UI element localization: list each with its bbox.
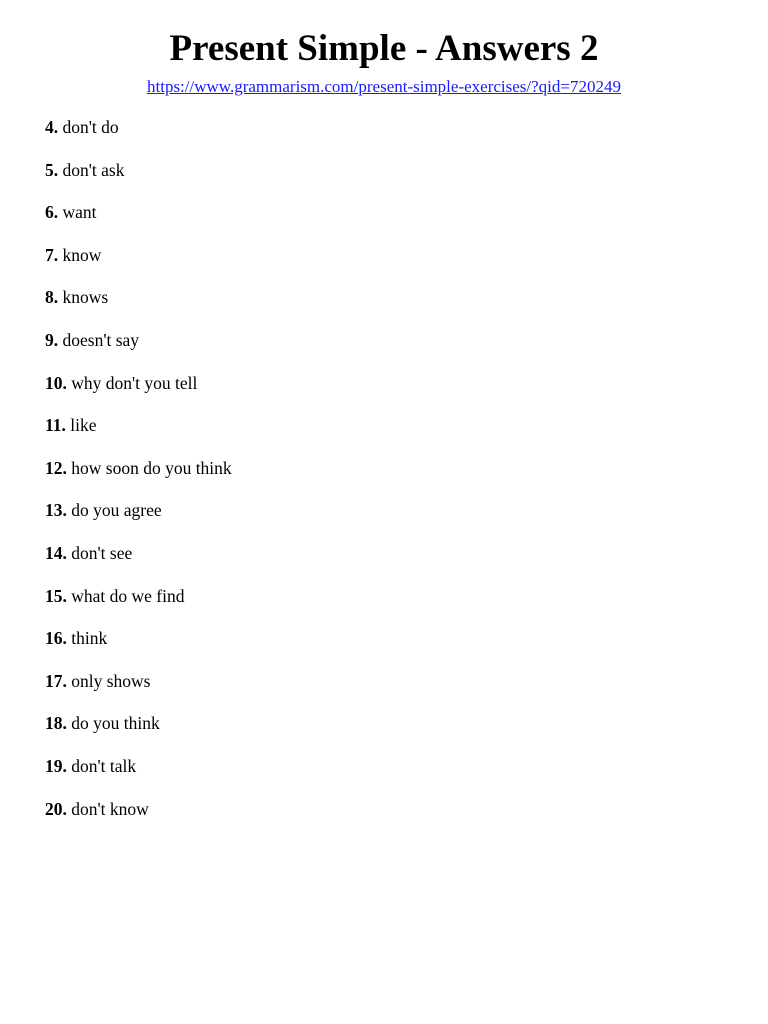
answer-number: 16. [45,628,67,649]
answer-item [45,627,232,670]
answer-item [45,542,232,585]
answer-text: want [62,202,97,223]
answer-number: 19. [45,755,67,776]
answer-list [45,116,232,840]
answer-item [45,755,232,798]
answer-number: 20. [45,798,67,819]
answer-number: 8. [45,287,59,308]
answer-text: knows [62,287,109,308]
answer-text: do you agree [71,500,162,521]
answer-text: don't ask [62,159,125,180]
answer-item [45,286,232,329]
answer-number: 9. [45,329,59,350]
source-link[interactable]: https://www.grammarism.com/present-simple-exercises/?qid=720249 [147,77,621,96]
answer-number: 13. [45,500,67,521]
answer-text: think [71,628,108,649]
answer-text: what do we find [71,585,185,606]
answer-item [45,414,232,457]
answer-item [45,457,232,500]
answer-number: 6. [45,202,59,223]
answer-text: don't do [62,117,119,137]
answer-number: 5. [45,159,59,180]
answer-text: only shows [71,670,151,691]
answer-item [45,798,232,841]
answer-number: 11. [45,415,66,436]
answer-text: don't see [71,542,133,563]
answer-text: don't know [71,798,149,819]
answer-number: 10. [45,372,67,393]
answer-item [45,372,232,415]
answer-item [45,201,232,244]
answer-text: why don't you tell [71,372,198,393]
answer-text: how soon do you think [71,457,232,478]
source-link-container [0,76,768,98]
answer-item [45,329,232,372]
answer-number: 14. [45,542,67,563]
answer-number: 4. [45,117,59,137]
answer-text: don't talk [71,755,137,776]
answer-item [45,670,232,713]
answer-text: doesn't say [62,329,140,350]
answer-number: 17. [45,670,67,691]
answer-text: like [70,415,97,436]
answer-number: 18. [45,713,67,734]
answer-number: 7. [45,244,59,265]
answer-item [45,159,232,202]
answer-number: 15. [45,585,67,606]
answer-item [45,712,232,755]
answer-text: know [62,244,102,265]
answer-item [45,116,232,159]
answer-text: do you think [71,713,160,734]
page-title: Present Simple - Answers 2 [169,28,599,69]
answer-number: 12. [45,457,67,478]
answer-item [45,499,232,542]
answer-item [45,585,232,628]
answer-item [45,244,232,287]
